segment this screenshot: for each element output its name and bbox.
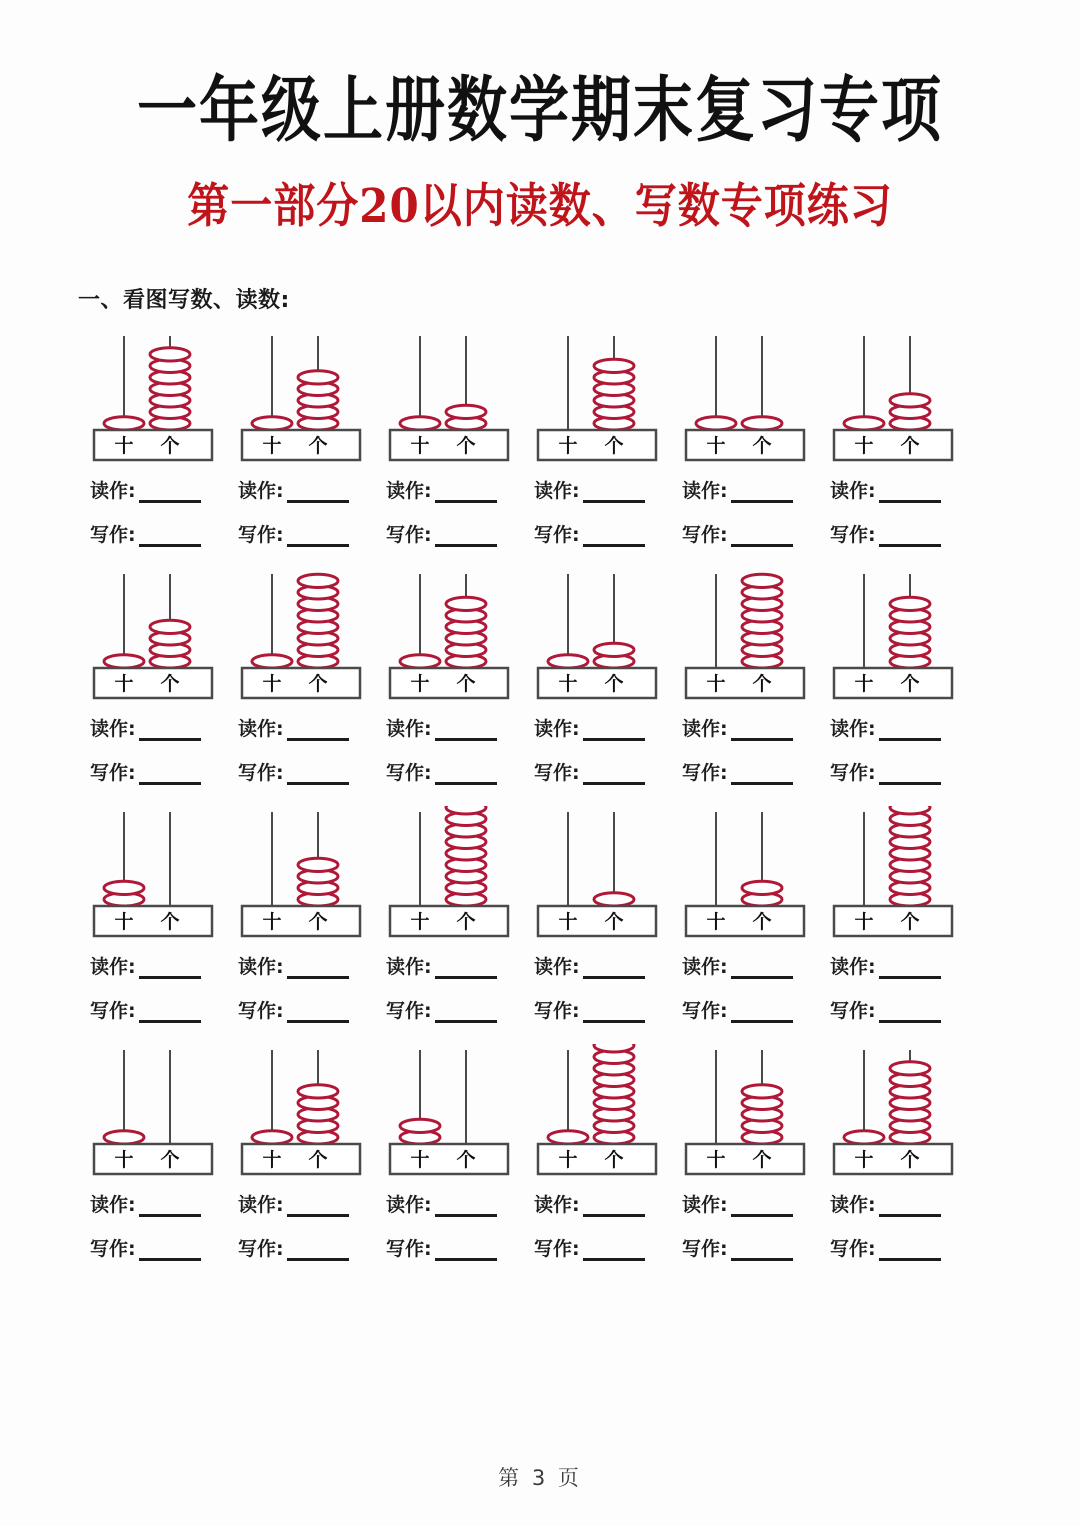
read-as-label-line — [682, 952, 793, 979]
write-as-label: 写作: — [830, 999, 876, 1022]
read-as-input[interactable] — [435, 961, 497, 979]
read-as-input[interactable] — [139, 961, 201, 979]
write-as-label: 写作: — [386, 523, 432, 546]
read-as-label-line — [90, 952, 201, 979]
read-as-label-line — [830, 952, 941, 979]
svg-text:十: 十 — [114, 1148, 134, 1171]
read-as-input[interactable] — [287, 961, 349, 979]
exercise-item — [84, 806, 232, 1040]
answer-block — [380, 938, 497, 1040]
write-as-label-line — [682, 1234, 793, 1261]
read-as-input[interactable] — [139, 1199, 201, 1217]
exercise-item — [528, 330, 676, 564]
abacus-counter-icon — [232, 330, 380, 462]
exercise-item — [380, 806, 528, 1040]
write-as-label-line — [90, 520, 201, 547]
answer-block — [528, 938, 645, 1040]
read-as-label-line — [386, 952, 497, 979]
svg-text:个: 个 — [308, 1148, 328, 1171]
answer-block — [676, 1176, 793, 1278]
exercise-item — [84, 568, 232, 802]
svg-text:个: 个 — [160, 1148, 180, 1171]
write-as-input[interactable] — [731, 1243, 793, 1261]
read-as-label-line — [90, 714, 201, 741]
write-as-label-line — [238, 520, 349, 547]
write-as-input[interactable] — [731, 529, 793, 547]
write-as-input[interactable] — [287, 1005, 349, 1023]
read-as-label: 读作: — [386, 1193, 432, 1216]
page-title: 一年级上册数学期末复习专项 — [137, 69, 943, 153]
write-as-label: 写作: — [534, 523, 580, 546]
svg-text:个: 个 — [900, 1148, 920, 1171]
write-as-label: 写作: — [386, 999, 432, 1022]
exercise-item — [380, 1044, 528, 1278]
read-as-label-line — [386, 476, 497, 503]
exercise-item — [380, 568, 528, 802]
read-as-label: 读作: — [830, 955, 876, 978]
svg-text:个: 个 — [160, 910, 180, 933]
read-as-label: 读作: — [534, 717, 580, 740]
write-as-label-line — [386, 520, 497, 547]
read-as-input[interactable] — [287, 723, 349, 741]
read-as-label-line — [682, 476, 793, 503]
page-footer: 第 3 页 — [498, 1466, 582, 1490]
abacus-counter-icon — [676, 1044, 824, 1176]
svg-text:十: 十 — [854, 434, 874, 457]
svg-text:个: 个 — [308, 672, 328, 695]
abacus-counter-icon — [528, 806, 676, 938]
write-as-input[interactable] — [879, 529, 941, 547]
write-as-input[interactable] — [435, 1005, 497, 1023]
page-subtitle: 第一部分20以内读数、写数专项练习 — [187, 178, 893, 234]
svg-text:个: 个 — [308, 910, 328, 933]
answer-block — [84, 700, 201, 802]
write-as-label-line — [386, 1234, 497, 1261]
read-as-label-line — [534, 952, 645, 979]
svg-text:个: 个 — [604, 672, 624, 695]
svg-text:十: 十 — [410, 672, 430, 695]
svg-text:个: 个 — [752, 672, 772, 695]
answer-block — [824, 700, 941, 802]
read-as-label: 读作: — [682, 479, 728, 502]
svg-text:个: 个 — [456, 1148, 476, 1171]
svg-text:十: 十 — [410, 1148, 430, 1171]
write-as-label-line — [386, 996, 497, 1023]
svg-text:个: 个 — [604, 1148, 624, 1171]
abacus-counter-icon — [84, 568, 232, 700]
write-as-input[interactable] — [583, 767, 645, 785]
write-as-label-line — [830, 996, 941, 1023]
svg-text:个: 个 — [900, 434, 920, 457]
answer-block — [84, 462, 201, 564]
write-as-label: 写作: — [830, 523, 876, 546]
exercise-item — [380, 330, 528, 564]
write-as-label: 写作: — [386, 761, 432, 784]
write-as-input[interactable] — [879, 1005, 941, 1023]
write-as-input[interactable] — [731, 767, 793, 785]
abacus-counter-icon — [676, 330, 824, 462]
write-as-label: 写作: — [534, 999, 580, 1022]
svg-text:十: 十 — [410, 910, 430, 933]
svg-text:个: 个 — [752, 1148, 772, 1171]
read-as-label-line — [238, 1190, 349, 1217]
read-as-input[interactable] — [435, 723, 497, 741]
read-as-input[interactable] — [583, 1199, 645, 1217]
svg-text:个: 个 — [308, 434, 328, 457]
answer-block — [676, 462, 793, 564]
write-as-label: 写作: — [830, 761, 876, 784]
write-as-input[interactable] — [583, 1243, 645, 1261]
write-as-label: 写作: — [534, 761, 580, 784]
svg-text:十: 十 — [262, 434, 282, 457]
answer-block — [824, 462, 941, 564]
write-as-label-line — [682, 996, 793, 1023]
exercise-item — [824, 568, 972, 802]
read-as-label: 读作: — [386, 717, 432, 740]
read-as-input[interactable] — [139, 723, 201, 741]
abacus-counter-icon — [380, 806, 528, 938]
svg-text:个: 个 — [604, 910, 624, 933]
svg-text:十: 十 — [706, 1148, 726, 1171]
exercise-item — [676, 330, 824, 564]
svg-text:十: 十 — [854, 1148, 874, 1171]
exercise-item — [232, 1044, 380, 1278]
svg-text:十: 十 — [558, 434, 578, 457]
abacus-counter-icon — [676, 568, 824, 700]
read-as-label-line — [90, 476, 201, 503]
read-as-input[interactable] — [731, 723, 793, 741]
read-as-input[interactable] — [879, 485, 941, 503]
read-as-input[interactable] — [583, 961, 645, 979]
answer-block — [528, 700, 645, 802]
write-as-label-line — [830, 1234, 941, 1261]
write-as-label: 写作: — [682, 523, 728, 546]
abacus-counter-icon — [824, 330, 972, 462]
write-as-input[interactable] — [583, 1005, 645, 1023]
exercise-row — [0, 330, 1080, 564]
read-as-input[interactable] — [435, 485, 497, 503]
read-as-label-line — [238, 952, 349, 979]
read-as-label-line — [682, 714, 793, 741]
read-as-label: 读作: — [830, 717, 876, 740]
svg-text:个: 个 — [160, 434, 180, 457]
read-as-label: 读作: — [386, 955, 432, 978]
answer-block — [84, 938, 201, 1040]
svg-text:个: 个 — [456, 910, 476, 933]
svg-text:十: 十 — [262, 1148, 282, 1171]
answer-block — [380, 462, 497, 564]
read-as-label-line — [90, 1190, 201, 1217]
answer-block — [232, 700, 349, 802]
write-as-label: 写作: — [534, 1237, 580, 1260]
write-as-label-line — [90, 758, 201, 785]
read-as-label: 读作: — [534, 1193, 580, 1216]
read-as-label-line — [238, 714, 349, 741]
write-as-label-line — [238, 758, 349, 785]
answer-block — [232, 462, 349, 564]
write-as-input[interactable] — [731, 1005, 793, 1023]
exercise-item — [824, 806, 972, 1040]
answer-block — [824, 938, 941, 1040]
write-as-label-line — [90, 1234, 201, 1261]
svg-text:个: 个 — [900, 910, 920, 933]
read-as-label-line — [386, 714, 497, 741]
exercise-item — [676, 568, 824, 802]
read-as-label-line — [534, 476, 645, 503]
exercise-item — [676, 1044, 824, 1278]
svg-text:个: 个 — [456, 434, 476, 457]
abacus-counter-icon — [824, 806, 972, 938]
answer-block — [232, 938, 349, 1040]
read-as-label-line — [682, 1190, 793, 1217]
write-as-label: 写作: — [682, 761, 728, 784]
read-as-label: 读作: — [534, 479, 580, 502]
svg-text:十: 十 — [114, 910, 134, 933]
answer-block — [528, 1176, 645, 1278]
read-as-label: 读作: — [90, 955, 136, 978]
read-as-label: 读作: — [238, 717, 284, 740]
exercise-item — [232, 330, 380, 564]
read-as-input[interactable] — [583, 485, 645, 503]
svg-text:个: 个 — [604, 434, 624, 457]
write-as-label-line — [238, 996, 349, 1023]
svg-text:十: 十 — [706, 434, 726, 457]
read-as-input[interactable] — [879, 1199, 941, 1217]
write-as-input[interactable] — [139, 1243, 201, 1261]
abacus-counter-icon — [232, 568, 380, 700]
answer-block — [232, 1176, 349, 1278]
read-as-label: 读作: — [830, 479, 876, 502]
abacus-counter-icon — [528, 568, 676, 700]
svg-text:十: 十 — [706, 910, 726, 933]
svg-text:个: 个 — [160, 672, 180, 695]
read-as-label-line — [830, 1190, 941, 1217]
svg-text:十: 十 — [706, 672, 726, 695]
write-as-label-line — [830, 520, 941, 547]
write-as-label-line — [830, 758, 941, 785]
exercise-row — [0, 1044, 1080, 1278]
write-as-label: 写作: — [682, 999, 728, 1022]
write-as-label: 写作: — [238, 1237, 284, 1260]
read-as-label: 读作: — [238, 955, 284, 978]
svg-text:个: 个 — [456, 672, 476, 695]
read-as-input[interactable] — [879, 723, 941, 741]
svg-text:十: 十 — [262, 672, 282, 695]
read-as-input[interactable] — [583, 723, 645, 741]
abacus-counter-icon — [232, 1044, 380, 1176]
read-as-label-line — [534, 1190, 645, 1217]
read-as-label: 读作: — [830, 1193, 876, 1216]
write-as-label-line — [238, 1234, 349, 1261]
read-as-input[interactable] — [435, 1199, 497, 1217]
write-as-label-line — [534, 1234, 645, 1261]
abacus-counter-icon — [824, 568, 972, 700]
answer-block — [676, 700, 793, 802]
write-as-label-line — [682, 520, 793, 547]
svg-text:十: 十 — [262, 910, 282, 933]
write-as-label-line — [534, 996, 645, 1023]
abacus-counter-icon — [528, 1044, 676, 1176]
abacus-counter-icon — [528, 330, 676, 462]
read-as-input[interactable] — [731, 485, 793, 503]
write-as-label-line — [534, 758, 645, 785]
write-as-label: 写作: — [238, 999, 284, 1022]
section-heading: 一、看图写数、读数: — [78, 287, 290, 313]
write-as-input[interactable] — [287, 767, 349, 785]
write-as-input[interactable] — [139, 767, 201, 785]
svg-text:十: 十 — [410, 434, 430, 457]
abacus-counter-icon — [84, 1044, 232, 1176]
read-as-label-line — [830, 476, 941, 503]
read-as-label-line — [238, 476, 349, 503]
exercise-row — [0, 806, 1080, 1040]
svg-text:个: 个 — [900, 672, 920, 695]
write-as-label: 写作: — [90, 761, 136, 784]
exercise-row — [0, 568, 1080, 802]
exercise-item — [528, 1044, 676, 1278]
write-as-label-line — [386, 758, 497, 785]
answer-block — [824, 1176, 941, 1278]
svg-text:十: 十 — [114, 434, 134, 457]
exercise-item — [824, 1044, 972, 1278]
abacus-counter-icon — [232, 806, 380, 938]
exercise-grid — [0, 314, 1080, 1278]
svg-text:十: 十 — [854, 910, 874, 933]
read-as-label: 读作: — [90, 1193, 136, 1216]
write-as-label: 写作: — [90, 523, 136, 546]
read-as-label-line — [534, 714, 645, 741]
exercise-item — [528, 806, 676, 1040]
read-as-label: 读作: — [682, 717, 728, 740]
abacus-counter-icon — [824, 1044, 972, 1176]
read-as-label: 读作: — [238, 479, 284, 502]
read-as-label: 读作: — [682, 955, 728, 978]
answer-block — [528, 462, 645, 564]
write-as-input[interactable] — [879, 1243, 941, 1261]
svg-text:十: 十 — [558, 672, 578, 695]
read-as-label: 读作: — [90, 717, 136, 740]
svg-text:十: 十 — [558, 910, 578, 933]
abacus-counter-icon — [380, 1044, 528, 1176]
write-as-input[interactable] — [139, 529, 201, 547]
read-as-input[interactable] — [731, 1199, 793, 1217]
read-as-input[interactable] — [139, 485, 201, 503]
answer-block — [380, 700, 497, 802]
abacus-counter-icon — [380, 330, 528, 462]
exercise-item — [528, 568, 676, 802]
read-as-label-line — [386, 1190, 497, 1217]
write-as-label: 写作: — [386, 1237, 432, 1260]
exercise-item — [232, 806, 380, 1040]
read-as-label: 读作: — [90, 479, 136, 502]
svg-text:个: 个 — [752, 434, 772, 457]
write-as-input[interactable] — [139, 1005, 201, 1023]
write-as-input[interactable] — [287, 1243, 349, 1261]
svg-text:个: 个 — [752, 910, 772, 933]
read-as-label-line — [830, 714, 941, 741]
write-as-input[interactable] — [583, 529, 645, 547]
svg-text:十: 十 — [854, 672, 874, 695]
exercise-item — [824, 330, 972, 564]
abacus-counter-icon — [380, 568, 528, 700]
abacus-counter-icon — [676, 806, 824, 938]
svg-text:十: 十 — [114, 672, 134, 695]
write-as-label-line — [682, 758, 793, 785]
read-as-label: 读作: — [238, 1193, 284, 1216]
write-as-label: 写作: — [90, 1237, 136, 1260]
exercise-item — [84, 330, 232, 564]
exercise-item — [232, 568, 380, 802]
write-as-label: 写作: — [830, 1237, 876, 1260]
write-as-label: 写作: — [238, 761, 284, 784]
write-as-label: 写作: — [682, 1237, 728, 1260]
read-as-label: 读作: — [386, 479, 432, 502]
read-as-input[interactable] — [879, 961, 941, 979]
write-as-label: 写作: — [238, 523, 284, 546]
write-as-label-line — [90, 996, 201, 1023]
write-as-input[interactable] — [435, 1243, 497, 1261]
read-as-input[interactable] — [287, 485, 349, 503]
exercise-item — [676, 806, 824, 1040]
exercise-item — [84, 1044, 232, 1278]
read-as-input[interactable] — [731, 961, 793, 979]
read-as-input[interactable] — [287, 1199, 349, 1217]
answer-block — [84, 1176, 201, 1278]
write-as-input[interactable] — [287, 529, 349, 547]
write-as-label-line — [534, 520, 645, 547]
answer-block — [676, 938, 793, 1040]
svg-text:十: 十 — [558, 1148, 578, 1171]
write-as-input[interactable] — [435, 529, 497, 547]
write-as-input[interactable] — [879, 767, 941, 785]
write-as-input[interactable] — [435, 767, 497, 785]
abacus-counter-icon — [84, 330, 232, 462]
abacus-counter-icon — [84, 806, 232, 938]
read-as-label: 读作: — [534, 955, 580, 978]
answer-block — [380, 1176, 497, 1278]
write-as-label: 写作: — [90, 999, 136, 1022]
read-as-label: 读作: — [682, 1193, 728, 1216]
